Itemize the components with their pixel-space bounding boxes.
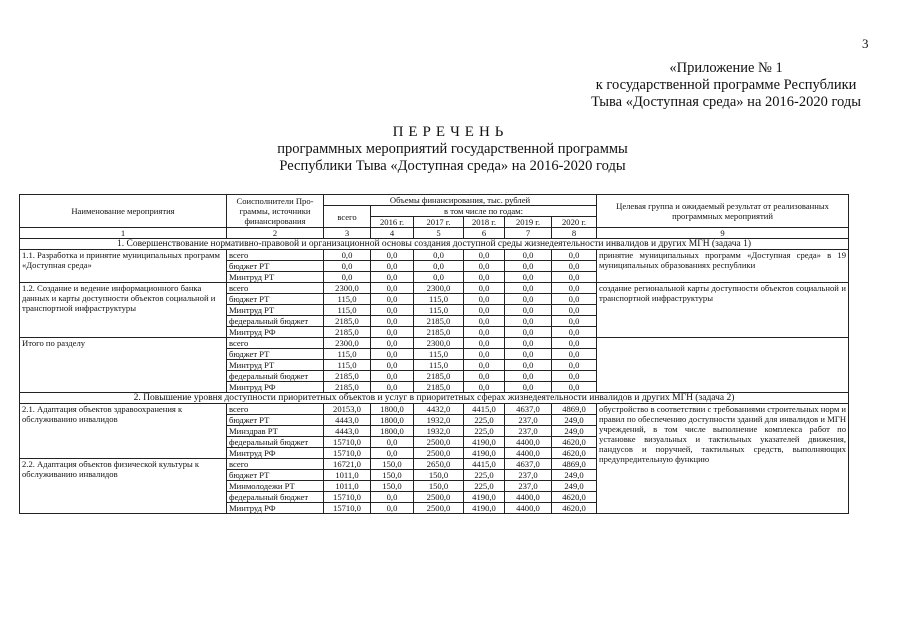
funding-value: 2300,0 bbox=[414, 283, 464, 294]
funding-value: 0,0 bbox=[464, 360, 505, 371]
funding-value: 0,0 bbox=[371, 448, 414, 459]
funding-value: 0,0 bbox=[371, 349, 414, 360]
funding-value: 4869,0 bbox=[552, 459, 597, 470]
funding-value: 1011,0 bbox=[324, 470, 371, 481]
column-number-cell: 4 bbox=[371, 228, 414, 239]
funding-value: 225,0 bbox=[464, 470, 505, 481]
funding-source: бюджет РТ bbox=[227, 415, 324, 426]
funding-source: Минмолодежи РТ bbox=[227, 481, 324, 492]
funding-value: 4443,0 bbox=[324, 415, 371, 426]
funding-source: бюджет РТ bbox=[227, 294, 324, 305]
funding-value: 0,0 bbox=[464, 349, 505, 360]
title-main: ПЕРЕЧЕНЬ bbox=[392, 124, 509, 140]
column-number-cell: 1 bbox=[20, 228, 227, 239]
funding-source: федеральный бюджет bbox=[227, 316, 324, 327]
table-row bbox=[20, 250, 849, 261]
funding-value: 0,0 bbox=[552, 305, 597, 316]
funding-value: 0,0 bbox=[552, 261, 597, 272]
appendix-line-3: Тыва «Доступная среда» на 2016-2020 годы bbox=[591, 94, 861, 110]
funding-value: 237,0 bbox=[505, 470, 552, 481]
funding-value: 0,0 bbox=[552, 316, 597, 327]
title-sub-2: Республики Тыва «Доступная среда» на 2016-2020 годы bbox=[279, 158, 626, 174]
funding-value: 1011,0 bbox=[324, 481, 371, 492]
funding-value: 0,0 bbox=[505, 261, 552, 272]
funding-value: 4620,0 bbox=[552, 448, 597, 459]
funding-value: 115,0 bbox=[414, 305, 464, 316]
funding-value: 0,0 bbox=[464, 261, 505, 272]
document-title bbox=[0, 124, 905, 175]
funding-value: 20153,0 bbox=[324, 404, 371, 415]
funding-value: 0,0 bbox=[505, 294, 552, 305]
funding-value: 150,0 bbox=[371, 481, 414, 492]
funding-value: 0,0 bbox=[464, 272, 505, 283]
measure-name: 2.1. Адаптация объектов здравоохранения к обслуживанию инвалидов bbox=[20, 404, 227, 459]
goal-cell bbox=[597, 338, 849, 393]
column-number-cell: 8 bbox=[552, 228, 597, 239]
funding-source: Минтруд РТ bbox=[227, 360, 324, 371]
funding-value: 0,0 bbox=[464, 305, 505, 316]
funding-value: 2500,0 bbox=[414, 448, 464, 459]
funding-value: 2185,0 bbox=[414, 316, 464, 327]
funding-value: 15710,0 bbox=[324, 503, 371, 514]
funding-value: 2500,0 bbox=[414, 492, 464, 503]
funding-value: 2300,0 bbox=[324, 338, 371, 349]
funding-source: федеральный бюджет bbox=[227, 437, 324, 448]
funding-value: 249,0 bbox=[552, 470, 597, 481]
funding-value: 249,0 bbox=[552, 481, 597, 492]
funding-value: 0,0 bbox=[414, 250, 464, 261]
header-total: всего bbox=[324, 206, 371, 228]
funding-value: 0,0 bbox=[371, 338, 414, 349]
funding-value: 2185,0 bbox=[324, 316, 371, 327]
measure-name: 1.1. Разработка и принятие муниципальных программ «Доступная среда» bbox=[20, 250, 227, 283]
column-number-cell: 9 bbox=[597, 228, 849, 239]
funding-value: 0,0 bbox=[371, 503, 414, 514]
header-2016: 2016 г. bbox=[371, 217, 414, 228]
funding-value: 0,0 bbox=[324, 250, 371, 261]
funding-value: 15710,0 bbox=[324, 437, 371, 448]
funding-value: 150,0 bbox=[414, 470, 464, 481]
funding-source: Минтруд РФ bbox=[227, 327, 324, 338]
funding-value: 0,0 bbox=[505, 371, 552, 382]
funding-value: 16721,0 bbox=[324, 459, 371, 470]
funding-source: федеральный бюджет bbox=[227, 492, 324, 503]
funding-value: 0,0 bbox=[371, 437, 414, 448]
funding-source: Минтруд РФ bbox=[227, 382, 324, 393]
funding-source: Минтруд РТ bbox=[227, 305, 324, 316]
column-numbers-row bbox=[20, 228, 849, 239]
funding-value: 2300,0 bbox=[414, 338, 464, 349]
funding-value: 0,0 bbox=[464, 371, 505, 382]
section-title: 2. Повышение уровня доступности приоритетных объектов и услуг в приоритетных сферах жизнедеятельности инвалидов и других МГН (задача 2) bbox=[20, 393, 849, 404]
funding-value: 2500,0 bbox=[414, 437, 464, 448]
funding-value: 249,0 bbox=[552, 426, 597, 437]
header-goal: Целевая группа и ожидаемый результат от реализованных программных мероприятий bbox=[597, 195, 849, 228]
funding-value: 0,0 bbox=[371, 261, 414, 272]
header-name: Наименование мероприятия bbox=[20, 195, 227, 228]
funding-value: 2185,0 bbox=[324, 382, 371, 393]
funding-value: 0,0 bbox=[552, 272, 597, 283]
funding-value: 115,0 bbox=[414, 294, 464, 305]
funding-value: 0,0 bbox=[505, 283, 552, 294]
funding-value: 4400,0 bbox=[505, 437, 552, 448]
funding-value: 0,0 bbox=[371, 305, 414, 316]
funding-value: 2185,0 bbox=[414, 327, 464, 338]
header-2019: 2019 г. bbox=[505, 217, 552, 228]
column-number-cell: 3 bbox=[324, 228, 371, 239]
funding-value: 225,0 bbox=[464, 426, 505, 437]
funding-value: 0,0 bbox=[464, 338, 505, 349]
funding-value: 0,0 bbox=[552, 360, 597, 371]
table-row bbox=[20, 404, 849, 415]
goal-cell: принятие муниципальных программ «Доступная среда» в 19 муниципальных образованиях республики bbox=[597, 250, 849, 283]
section-row bbox=[20, 239, 849, 250]
funding-value: 0,0 bbox=[552, 294, 597, 305]
column-number-cell: 5 bbox=[414, 228, 464, 239]
column-number-cell: 7 bbox=[505, 228, 552, 239]
funding-value: 4443,0 bbox=[324, 426, 371, 437]
funding-value: 237,0 bbox=[505, 426, 552, 437]
funding-source: всего bbox=[227, 250, 324, 261]
funding-value: 2500,0 bbox=[414, 503, 464, 514]
funding-value: 4620,0 bbox=[552, 503, 597, 514]
page-number: 3 bbox=[862, 36, 869, 51]
appendix-line-2: к государственной программе Республики bbox=[595, 77, 857, 93]
funding-value: 2300,0 bbox=[324, 283, 371, 294]
funding-value: 115,0 bbox=[324, 360, 371, 371]
funding-value: 15710,0 bbox=[324, 448, 371, 459]
funding-source: всего bbox=[227, 338, 324, 349]
funding-value: 1800,0 bbox=[371, 404, 414, 415]
funding-value: 4637,0 bbox=[505, 404, 552, 415]
header-2017: 2017 г. bbox=[414, 217, 464, 228]
funding-value: 115,0 bbox=[324, 305, 371, 316]
funding-value: 4869,0 bbox=[552, 404, 597, 415]
funding-value: 0,0 bbox=[552, 349, 597, 360]
funding-value: 1800,0 bbox=[371, 415, 414, 426]
section-row bbox=[20, 393, 849, 404]
goal-cell: обустройство в соответствии с требованиями строительных норм и правил по обеспечению доступности зданий для инвалидов и МГН учреждений, в том числе выполнение комплекса работ по установке визуальных и тактильных указателей движения, пандусов и поручней, тактильных средств, выполняющих предупредительную функцию bbox=[597, 404, 849, 514]
funding-value: 0,0 bbox=[505, 327, 552, 338]
header-2020: 2020 г. bbox=[552, 217, 597, 228]
funding-value: 0,0 bbox=[464, 294, 505, 305]
funding-source: всего bbox=[227, 283, 324, 294]
funding-value: 150,0 bbox=[371, 459, 414, 470]
funding-value: 0,0 bbox=[371, 382, 414, 393]
funding-value: 237,0 bbox=[505, 415, 552, 426]
funding-value: 225,0 bbox=[464, 481, 505, 492]
funding-value: 150,0 bbox=[371, 470, 414, 481]
funding-value: 115,0 bbox=[324, 349, 371, 360]
funding-value: 0,0 bbox=[324, 272, 371, 283]
funding-source: Минтруд РТ bbox=[227, 272, 324, 283]
funding-source: федеральный бюджет bbox=[227, 371, 324, 382]
funding-value: 115,0 bbox=[414, 349, 464, 360]
measure-name: 2.2. Адаптация объектов физической культуры к обслуживанию инвалидов bbox=[20, 459, 227, 514]
funding-value: 115,0 bbox=[414, 360, 464, 371]
table-row bbox=[20, 338, 849, 349]
funding-value: 4620,0 bbox=[552, 437, 597, 448]
funding-value: 0,0 bbox=[371, 250, 414, 261]
funding-value: 0,0 bbox=[371, 272, 414, 283]
funding-value: 0,0 bbox=[505, 382, 552, 393]
funding-value: 225,0 bbox=[464, 415, 505, 426]
section-title: 1. Совершенствование нормативно-правовой и организационной основы создания доступной среды жизнедеятельности инвалидов и других МГН (задача 1) bbox=[20, 239, 849, 250]
funding-value: 0,0 bbox=[464, 250, 505, 261]
funding-value: 0,0 bbox=[371, 283, 414, 294]
funding-value: 4432,0 bbox=[414, 404, 464, 415]
funding-value: 115,0 bbox=[324, 294, 371, 305]
funding-value: 0,0 bbox=[464, 283, 505, 294]
funding-value: 4415,0 bbox=[464, 459, 505, 470]
funding-value: 0,0 bbox=[464, 316, 505, 327]
funding-value: 4190,0 bbox=[464, 437, 505, 448]
funding-value: 0,0 bbox=[552, 371, 597, 382]
funding-value: 2650,0 bbox=[414, 459, 464, 470]
funding-value: 4190,0 bbox=[464, 448, 505, 459]
goal-cell: создание региональной карты доступности объектов социальной и транспортной инфраструктуры bbox=[597, 283, 849, 338]
funding-value: 0,0 bbox=[552, 250, 597, 261]
header-2018: 2018 г. bbox=[464, 217, 505, 228]
funding-value: 0,0 bbox=[371, 294, 414, 305]
table-row bbox=[20, 283, 849, 294]
funding-value: 2185,0 bbox=[324, 371, 371, 382]
funding-value: 0,0 bbox=[371, 327, 414, 338]
funding-value: 0,0 bbox=[552, 382, 597, 393]
funding-value: 0,0 bbox=[505, 360, 552, 371]
funding-value: 0,0 bbox=[371, 371, 414, 382]
funding-value: 0,0 bbox=[505, 349, 552, 360]
funding-value: 4400,0 bbox=[505, 503, 552, 514]
measure-name: Итого по разделу bbox=[20, 338, 227, 393]
funding-value: 0,0 bbox=[371, 360, 414, 371]
funding-value: 4415,0 bbox=[464, 404, 505, 415]
funding-source: Минтруд РФ bbox=[227, 503, 324, 514]
funding-value: 2185,0 bbox=[414, 371, 464, 382]
funding-value: 4400,0 bbox=[505, 448, 552, 459]
header-incl: в том числе по годам: bbox=[371, 206, 597, 217]
funding-source: бюджет РТ bbox=[227, 349, 324, 360]
funding-value: 4637,0 bbox=[505, 459, 552, 470]
funding-value: 1800,0 bbox=[371, 426, 414, 437]
funding-value: 2185,0 bbox=[414, 382, 464, 393]
funding-value: 4400,0 bbox=[505, 492, 552, 503]
funding-value: 2185,0 bbox=[324, 327, 371, 338]
funding-value: 0,0 bbox=[324, 261, 371, 272]
header-volumes: Объемы финансирования, тыс. рублей bbox=[324, 195, 597, 206]
column-number-cell: 2 bbox=[227, 228, 324, 239]
funding-value: 1932,0 bbox=[414, 415, 464, 426]
funding-value: 4190,0 bbox=[464, 503, 505, 514]
funding-source: всего bbox=[227, 459, 324, 470]
funding-value: 0,0 bbox=[505, 305, 552, 316]
funding-source: бюджет РТ bbox=[227, 261, 324, 272]
column-number-cell: 6 bbox=[464, 228, 505, 239]
funding-value: 0,0 bbox=[414, 261, 464, 272]
funding-value: 249,0 bbox=[552, 415, 597, 426]
funding-value: 0,0 bbox=[371, 492, 414, 503]
measures-table bbox=[19, 194, 849, 514]
funding-value: 15710,0 bbox=[324, 492, 371, 503]
measure-name: 1.2. Создание и ведение информационного банка данных и карты доступности объектов социальной и транспортной инфраструктуры bbox=[20, 283, 227, 338]
appendix-line-1: «Приложение № 1 bbox=[669, 60, 783, 76]
funding-value: 0,0 bbox=[552, 327, 597, 338]
funding-value: 237,0 bbox=[505, 481, 552, 492]
funding-value: 0,0 bbox=[505, 316, 552, 327]
funding-value: 0,0 bbox=[414, 272, 464, 283]
funding-value: 0,0 bbox=[505, 250, 552, 261]
funding-value: 0,0 bbox=[464, 382, 505, 393]
appendix-heading bbox=[591, 60, 861, 111]
funding-value: 0,0 bbox=[552, 338, 597, 349]
funding-source: бюджет РТ bbox=[227, 470, 324, 481]
funding-value: 4190,0 bbox=[464, 492, 505, 503]
funding-source: Минздрав РТ bbox=[227, 426, 324, 437]
funding-source: Минтруд РФ bbox=[227, 448, 324, 459]
title-sub-1: программных мероприятий государственной программы bbox=[277, 141, 628, 157]
funding-value: 0,0 bbox=[371, 316, 414, 327]
funding-value: 0,0 bbox=[552, 283, 597, 294]
header-coexec: Соисполнители Про-граммы, источники финансирования bbox=[227, 195, 324, 228]
funding-value: 150,0 bbox=[414, 481, 464, 492]
funding-value: 1932,0 bbox=[414, 426, 464, 437]
funding-value: 0,0 bbox=[505, 338, 552, 349]
funding-value: 4620,0 bbox=[552, 492, 597, 503]
funding-value: 0,0 bbox=[505, 272, 552, 283]
funding-source: всего bbox=[227, 404, 324, 415]
funding-value: 0,0 bbox=[464, 327, 505, 338]
